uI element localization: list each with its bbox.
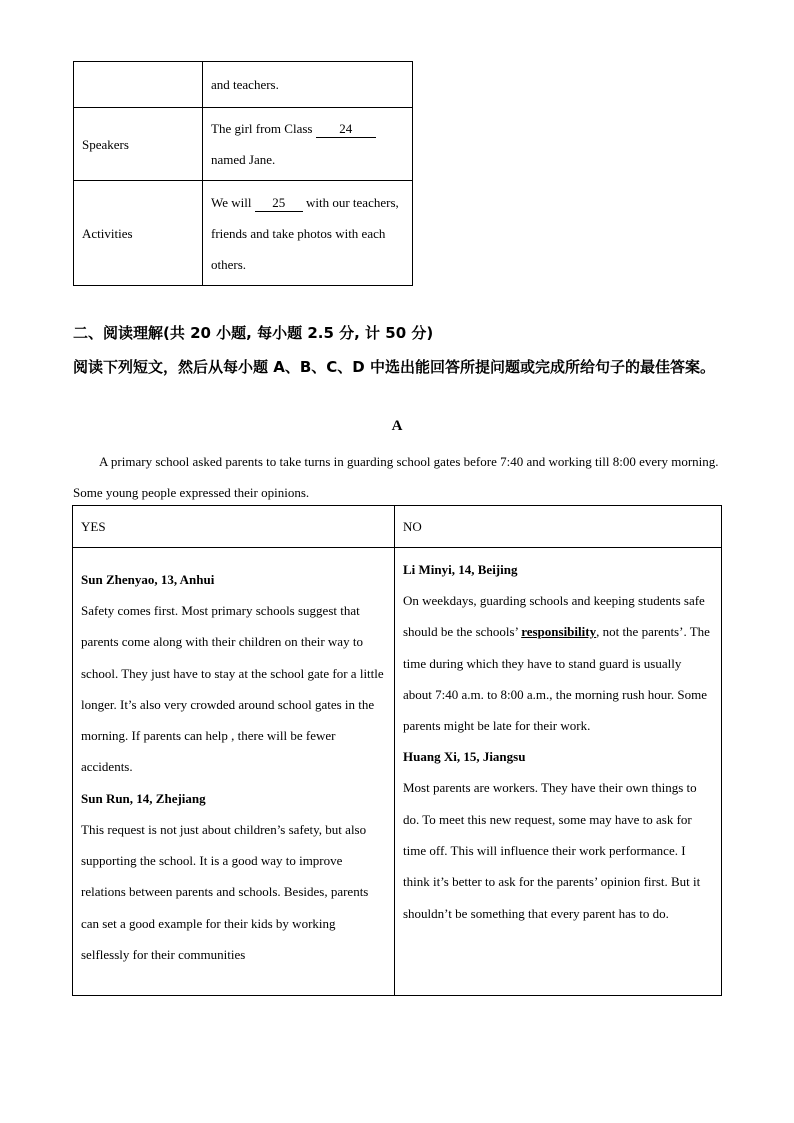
opinion-author: Sun Run, 14, Zhejiang <box>81 790 206 806</box>
no-column <box>395 548 722 996</box>
activities-text-a: We will <box>211 194 255 210</box>
row-label <box>74 62 203 108</box>
row-value <box>203 181 413 286</box>
passage-label: A <box>391 418 403 434</box>
speakers-text-a: The girl from Class <box>211 121 316 136</box>
opinion-text-a: On weekdays, guarding schools and keeping students safe should be the schools’ <box>403 593 705 640</box>
opinions-table <box>72 505 722 996</box>
row-label: Activities <box>74 181 203 286</box>
row-value <box>203 108 413 181</box>
passage-intro: A primary school asked parents to take turns in guarding school gates before 7:40 and working till 8:00 every morning. Some young people expressed their opinions. <box>73 454 719 500</box>
speakers-text-b: named Jane. <box>211 152 276 167</box>
highlighted-word: responsibility <box>521 624 597 640</box>
table-row <box>74 62 413 108</box>
yes-column <box>73 548 395 996</box>
section-instruction: 阅读下列短文，然后从每小题 A、B、C、D 中选出能回答所提问题或完成所给句子的最佳答案。 <box>73 358 715 376</box>
opinion-text: Most parents are workers. They have their own things to do. To meet this new request, some may have to ask for time off. This will influence their work performance. I think it’s better to ask for the parents’ opinion first. But it shouldn’t be something that every parent has to do. <box>403 780 701 921</box>
table-row <box>74 108 413 181</box>
blank-24: 24 <box>316 121 376 138</box>
row-label: Speakers <box>74 108 203 181</box>
opinion-text: Safety comes first. Most primary schools suggest that parents come along with their children on their way to school. They just have to stay at the school gate for a little longer. It’s also very crowded around school gates in the morning. If parents can help , there will be fewer accidents. <box>81 603 384 775</box>
activities-text-b: with our teachers, friends and take photos with each others. <box>211 194 399 272</box>
section-title: 二、阅读理解(共 20 小题, 每小题 2.5 分, 计 50 分) <box>73 324 434 342</box>
opinion-text: This request is not just about children’s safety, but also supporting the school. It is a good way to improve relations between parents and schools. Besides, parents can set a good example for their kids by working selflessly for their communities <box>81 821 369 962</box>
table-row <box>74 181 413 286</box>
yes-header: YES <box>73 506 395 548</box>
table-row <box>73 548 722 996</box>
opinion-author: Li Minyi, 14, Beijing <box>403 562 518 577</box>
no-header: NO <box>395 506 722 548</box>
opinion-author: Huang Xi, 15, Jiangsu <box>403 749 526 765</box>
opinion-text <box>403 585 713 741</box>
row-value: and teachers. <box>203 62 413 108</box>
event-info-table <box>73 61 413 286</box>
table-header-row <box>73 506 722 548</box>
opinion-author: Sun Zhenyao, 13, Anhui <box>81 572 215 587</box>
opinion-text-b: , not the parents’. The time during which they have to stand guard is usually about 7:40 a.m. to 8:00 a.m., the morning rush hour. Some parents might be late for their work. <box>403 624 710 734</box>
blank-25: 25 <box>255 195 303 212</box>
